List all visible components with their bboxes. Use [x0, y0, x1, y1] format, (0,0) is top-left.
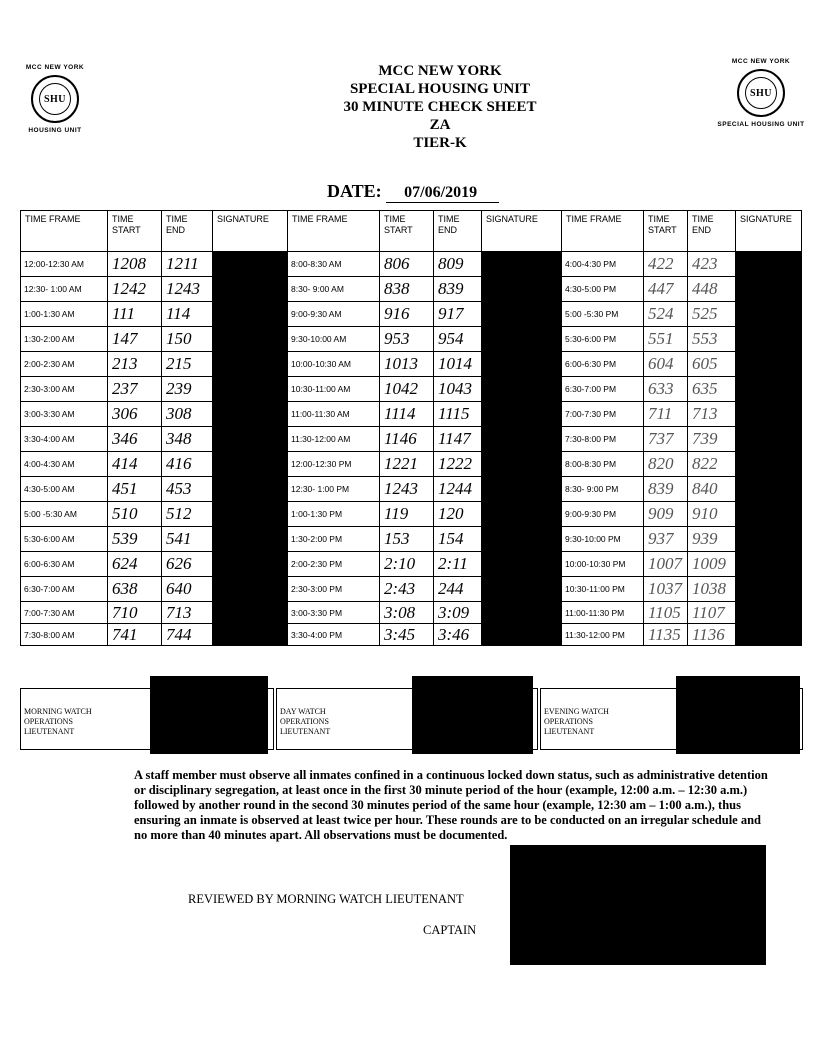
signature-cell-redacted	[736, 452, 802, 477]
header-line1: MCC NEW YORK	[378, 63, 502, 79]
signature-cell-redacted	[482, 302, 562, 327]
time-end-cell: 348	[162, 427, 213, 452]
table-row	[21, 552, 802, 577]
date-value: 07/06/2019	[386, 184, 499, 203]
header-line5: TIER-K	[413, 135, 467, 151]
time-start-cell: 213	[108, 352, 162, 377]
col-time-start: TIME START	[644, 211, 688, 252]
time-frame-cell: 8:00-8:30 AM	[288, 252, 380, 277]
time-frame-cell: 6:30-7:00 AM	[21, 577, 108, 602]
table-row	[21, 252, 802, 277]
time-start-cell: 741	[108, 624, 162, 646]
time-start-cell: 111	[108, 302, 162, 327]
date-label: DATE:	[327, 181, 382, 201]
signature-cell-redacted	[482, 527, 562, 552]
left-logo-bottom-text: HOUSING UNIT	[28, 127, 82, 134]
signature-cell-redacted	[213, 577, 288, 602]
signature-cell-redacted	[213, 277, 288, 302]
time-end-cell: 150	[162, 327, 213, 352]
shu-seal-icon: SHU	[737, 69, 785, 117]
time-start-cell: 147	[108, 327, 162, 352]
time-end-cell: 1115	[434, 402, 482, 427]
time-start-cell: 539	[108, 527, 162, 552]
time-start-cell: 422	[644, 252, 688, 277]
time-end-cell: 1211	[162, 252, 213, 277]
time-start-cell: 710	[108, 602, 162, 624]
time-start-cell: 3:45	[380, 624, 434, 646]
signature-cell-redacted	[736, 252, 802, 277]
signature-cell-redacted	[213, 327, 288, 352]
time-end-cell: 154	[434, 527, 482, 552]
time-start-cell: 1221	[380, 452, 434, 477]
signature-cell-redacted	[736, 277, 802, 302]
check-table	[20, 210, 802, 646]
time-frame-cell: 9:00-9:30 PM	[562, 502, 644, 527]
time-frame-cell: 4:30-5:00 PM	[562, 277, 644, 302]
redacted-evening-lieutenant	[676, 676, 800, 754]
time-end-cell: 822	[688, 452, 736, 477]
time-frame-cell: 5:00 -5:30 PM	[562, 302, 644, 327]
col-time-frame: TIME FRAME	[21, 211, 108, 252]
time-end-cell: 453	[162, 477, 213, 502]
time-start-cell: 1208	[108, 252, 162, 277]
time-start-cell: 447	[644, 277, 688, 302]
table-row	[21, 602, 802, 624]
time-start-cell: 1007	[644, 552, 688, 577]
time-start-cell: 414	[108, 452, 162, 477]
signature-cell-redacted	[213, 402, 288, 427]
signature-cell-redacted	[213, 527, 288, 552]
table-row	[21, 624, 802, 646]
redacted-morning-lieutenant	[150, 676, 268, 754]
time-start-cell: 638	[108, 577, 162, 602]
signature-cell-redacted	[213, 552, 288, 577]
redacted-day-lieutenant	[412, 676, 533, 754]
table-row	[21, 527, 802, 552]
signature-cell-redacted	[736, 377, 802, 402]
time-frame-cell: 6:00-6:30 PM	[562, 352, 644, 377]
time-start-cell: 1146	[380, 427, 434, 452]
day-watch-label: DAY WATCH OPERATIONS LIEUTENANT	[280, 707, 331, 736]
table-row	[21, 402, 802, 427]
reviewed-by-lieutenant-label: REVIEWED BY MORNING WATCH LIEUTENANT	[188, 892, 464, 906]
signature-cell-redacted	[482, 277, 562, 302]
signature-cell-redacted	[736, 552, 802, 577]
header-line4: ZA	[429, 117, 451, 133]
table-row	[21, 577, 802, 602]
time-end-cell: 1043	[434, 377, 482, 402]
time-frame-cell: 7:00-7:30 AM	[21, 602, 108, 624]
signature-cell-redacted	[736, 602, 802, 624]
time-end-cell: 512	[162, 502, 213, 527]
table-row	[21, 427, 802, 452]
time-frame-cell: 4:00-4:30 PM	[562, 252, 644, 277]
col-signature: SIGNATURE	[213, 211, 288, 252]
time-frame-cell: 8:30- 9:00 AM	[288, 277, 380, 302]
time-start-cell: 2:10	[380, 552, 434, 577]
time-frame-cell: 10:30-11:00 AM	[288, 377, 380, 402]
signature-cell-redacted	[482, 252, 562, 277]
time-end-cell: 553	[688, 327, 736, 352]
time-end-cell: 448	[688, 277, 736, 302]
time-start-cell: 346	[108, 427, 162, 452]
time-end-cell: 1243	[162, 277, 213, 302]
instruction-note: A staff member must observe all inmates confined in a continuous locked down status, such as administrative detention or disciplinary segregation, at least once in the first 30 minute period of the hour (example, 12:00 a.m. – 12:30 a.m.) followed by another round in the second 30 minutes period of the same hour (example, 12:30 am – 1:00 a.m.), thus ensuring an inmate is observed at least twice per hour. These rounds are to be conducted on an irregular schedule and no more than 40 minutes apart. All observations must be documented.	[134, 768, 768, 842]
table-row	[21, 502, 802, 527]
signature-cell-redacted	[213, 302, 288, 327]
date-line	[327, 181, 499, 203]
table-row	[21, 327, 802, 352]
table-row	[21, 377, 802, 402]
time-end-cell: 114	[162, 302, 213, 327]
time-end-cell: 605	[688, 352, 736, 377]
time-start-cell: 119	[380, 502, 434, 527]
time-frame-cell: 2:30-3:00 AM	[21, 377, 108, 402]
signature-cell-redacted	[482, 452, 562, 477]
morning-watch-label: MORNING WATCH OPERATIONS LIEUTENANT	[24, 707, 92, 736]
time-start-cell: 524	[644, 302, 688, 327]
time-start-cell: 1105	[644, 602, 688, 624]
time-frame-cell: 3:30-4:00 AM	[21, 427, 108, 452]
time-frame-cell: 9:00-9:30 AM	[288, 302, 380, 327]
time-end-cell: 809	[434, 252, 482, 277]
time-end-cell: 215	[162, 352, 213, 377]
time-end-cell: 3:09	[434, 602, 482, 624]
time-start-cell: 820	[644, 452, 688, 477]
time-frame-cell: 8:30- 9:00 PM	[562, 477, 644, 502]
time-start-cell: 3:08	[380, 602, 434, 624]
time-end-cell: 839	[434, 277, 482, 302]
table-row	[21, 477, 802, 502]
signature-cell-redacted	[213, 352, 288, 377]
signature-cell-redacted	[213, 377, 288, 402]
document-header	[260, 62, 620, 152]
time-start-cell: 1135	[644, 624, 688, 646]
signature-cell-redacted	[482, 552, 562, 577]
time-frame-cell: 12:00-12:30 PM	[288, 452, 380, 477]
time-end-cell: 1222	[434, 452, 482, 477]
time-end-cell: 1009	[688, 552, 736, 577]
time-start-cell: 237	[108, 377, 162, 402]
right-logo-top-text: MCC NEW YORK	[731, 58, 791, 65]
time-end-cell: 744	[162, 624, 213, 646]
time-start-cell: 916	[380, 302, 434, 327]
time-end-cell: 1038	[688, 577, 736, 602]
time-end-cell: 1014	[434, 352, 482, 377]
col-time-frame: TIME FRAME	[562, 211, 644, 252]
signature-cell-redacted	[213, 427, 288, 452]
signature-cell-redacted	[213, 602, 288, 624]
time-start-cell: 838	[380, 277, 434, 302]
time-frame-cell: 3:00-3:30 PM	[288, 602, 380, 624]
col-time-end: TIME END	[434, 211, 482, 252]
signature-cell-redacted	[482, 327, 562, 352]
time-end-cell: 1147	[434, 427, 482, 452]
time-start-cell: 306	[108, 402, 162, 427]
table-row	[21, 352, 802, 377]
time-frame-cell: 12:30- 1:00 AM	[21, 277, 108, 302]
time-frame-cell: 9:30-10:00 PM	[562, 527, 644, 552]
time-end-cell: 3:46	[434, 624, 482, 646]
signature-cell-redacted	[213, 452, 288, 477]
time-frame-cell: 1:30-2:00 AM	[21, 327, 108, 352]
time-start-cell: 624	[108, 552, 162, 577]
signature-cell-redacted	[482, 402, 562, 427]
col-time-start: TIME START	[108, 211, 162, 252]
time-frame-cell: 10:00-10:30 PM	[562, 552, 644, 577]
time-frame-cell: 7:00-7:30 PM	[562, 402, 644, 427]
signature-cell-redacted	[736, 402, 802, 427]
time-frame-cell: 5:30-6:00 AM	[21, 527, 108, 552]
time-start-cell: 909	[644, 502, 688, 527]
col-time-end: TIME END	[688, 211, 736, 252]
time-end-cell: 239	[162, 377, 213, 402]
time-start-cell: 806	[380, 252, 434, 277]
time-end-cell: 541	[162, 527, 213, 552]
time-end-cell: 1244	[434, 477, 482, 502]
time-end-cell: 635	[688, 377, 736, 402]
time-frame-cell: 11:30-12:00 PM	[562, 624, 644, 646]
time-frame-cell: 8:00-8:30 PM	[562, 452, 644, 477]
col-time-end: TIME END	[162, 211, 213, 252]
time-start-cell: 953	[380, 327, 434, 352]
time-end-cell: 244	[434, 577, 482, 602]
col-time-frame: TIME FRAME	[288, 211, 380, 252]
shu-seal-icon: SHU	[31, 75, 79, 123]
time-end-cell: 1107	[688, 602, 736, 624]
time-end-cell: 640	[162, 577, 213, 602]
signature-cell-redacted	[736, 577, 802, 602]
signature-cell-redacted	[482, 427, 562, 452]
time-start-cell: 1243	[380, 477, 434, 502]
signature-cell-redacted	[213, 502, 288, 527]
time-frame-cell: 11:00-11:30 AM	[288, 402, 380, 427]
signature-cell-redacted	[736, 302, 802, 327]
time-start-cell: 1037	[644, 577, 688, 602]
time-frame-cell: 4:00-4:30 AM	[21, 452, 108, 477]
time-end-cell: 416	[162, 452, 213, 477]
time-frame-cell: 1:00-1:30 AM	[21, 302, 108, 327]
evening-watch-label: EVENING WATCH OPERATIONS LIEUTENANT	[544, 707, 609, 736]
time-end-cell: 713	[162, 602, 213, 624]
signature-cell-redacted	[482, 477, 562, 502]
time-start-cell: 937	[644, 527, 688, 552]
time-frame-cell: 11:00-11:30 PM	[562, 602, 644, 624]
time-start-cell: 1042	[380, 377, 434, 402]
signature-cell-redacted	[736, 527, 802, 552]
time-end-cell: 1136	[688, 624, 736, 646]
signature-cell-redacted	[482, 624, 562, 646]
time-frame-cell: 1:30-2:00 PM	[288, 527, 380, 552]
time-end-cell: 525	[688, 302, 736, 327]
time-frame-cell: 2:30-3:00 PM	[288, 577, 380, 602]
time-end-cell: 308	[162, 402, 213, 427]
time-frame-cell: 9:30-10:00 AM	[288, 327, 380, 352]
time-frame-cell: 6:00-6:30 AM	[21, 552, 108, 577]
time-frame-cell: 7:30-8:00 PM	[562, 427, 644, 452]
time-frame-cell: 4:30-5:00 AM	[21, 477, 108, 502]
time-frame-cell: 2:00-2:30 AM	[21, 352, 108, 377]
col-signature: SIGNATURE	[736, 211, 802, 252]
col-signature: SIGNATURE	[482, 211, 562, 252]
signature-cell-redacted	[213, 477, 288, 502]
header-line2: SPECIAL HOUSING UNIT	[349, 81, 531, 97]
time-end-cell: 120	[434, 502, 482, 527]
time-start-cell: 510	[108, 502, 162, 527]
col-time-start: TIME START	[380, 211, 434, 252]
time-frame-cell: 7:30-8:00 AM	[21, 624, 108, 646]
time-start-cell: 153	[380, 527, 434, 552]
time-start-cell: 551	[644, 327, 688, 352]
signature-cell-redacted	[736, 327, 802, 352]
time-end-cell: 840	[688, 477, 736, 502]
time-frame-cell: 12:30- 1:00 PM	[288, 477, 380, 502]
time-start-cell: 711	[644, 402, 688, 427]
signature-cell-redacted	[213, 624, 288, 646]
signature-cell-redacted	[213, 252, 288, 277]
time-frame-cell: 3:00-3:30 AM	[21, 402, 108, 427]
time-frame-cell: 5:30-6:00 PM	[562, 327, 644, 352]
time-frame-cell: 2:00-2:30 PM	[288, 552, 380, 577]
signature-cell-redacted	[482, 602, 562, 624]
right-logo	[716, 58, 806, 128]
table-row	[21, 277, 802, 302]
left-logo-top-text: MCC NEW YORK	[25, 64, 85, 71]
time-start-cell: 604	[644, 352, 688, 377]
signature-cell-redacted	[736, 427, 802, 452]
time-frame-cell: 10:00-10:30 AM	[288, 352, 380, 377]
table-row	[21, 452, 802, 477]
signature-cell-redacted	[482, 502, 562, 527]
signature-cell-redacted	[736, 477, 802, 502]
time-end-cell: 713	[688, 402, 736, 427]
signature-cell-redacted	[482, 377, 562, 402]
signature-cell-redacted	[736, 352, 802, 377]
time-start-cell: 1242	[108, 277, 162, 302]
captain-label: CAPTAIN	[423, 923, 477, 937]
time-end-cell: 2:11	[434, 552, 482, 577]
time-frame-cell: 12:00-12:30 AM	[21, 252, 108, 277]
time-frame-cell: 3:30-4:00 PM	[288, 624, 380, 646]
table-header-row	[21, 211, 802, 252]
time-start-cell: 1013	[380, 352, 434, 377]
time-start-cell: 1114	[380, 402, 434, 427]
time-end-cell: 626	[162, 552, 213, 577]
signature-cell-redacted	[482, 577, 562, 602]
time-frame-cell: 6:30-7:00 PM	[562, 377, 644, 402]
time-start-cell: 839	[644, 477, 688, 502]
signature-cell-redacted	[736, 502, 802, 527]
right-logo-bottom-text: SPECIAL HOUSING UNIT	[717, 121, 805, 128]
time-end-cell: 939	[688, 527, 736, 552]
left-logo	[10, 64, 100, 134]
time-end-cell: 739	[688, 427, 736, 452]
signature-cell-redacted	[482, 352, 562, 377]
time-start-cell: 737	[644, 427, 688, 452]
redacted-review-signatures	[510, 845, 766, 965]
time-frame-cell: 1:00-1:30 PM	[288, 502, 380, 527]
table-row	[21, 302, 802, 327]
signature-cell-redacted	[736, 624, 802, 646]
time-frame-cell: 11:30-12:00 AM	[288, 427, 380, 452]
time-start-cell: 2:43	[380, 577, 434, 602]
time-end-cell: 954	[434, 327, 482, 352]
header-line3: 30 MINUTE CHECK SHEET	[343, 99, 537, 115]
time-frame-cell: 10:30-11:00 PM	[562, 577, 644, 602]
time-end-cell: 910	[688, 502, 736, 527]
time-start-cell: 451	[108, 477, 162, 502]
time-end-cell: 917	[434, 302, 482, 327]
time-end-cell: 423	[688, 252, 736, 277]
time-frame-cell: 5:00 -5:30 AM	[21, 502, 108, 527]
time-start-cell: 633	[644, 377, 688, 402]
